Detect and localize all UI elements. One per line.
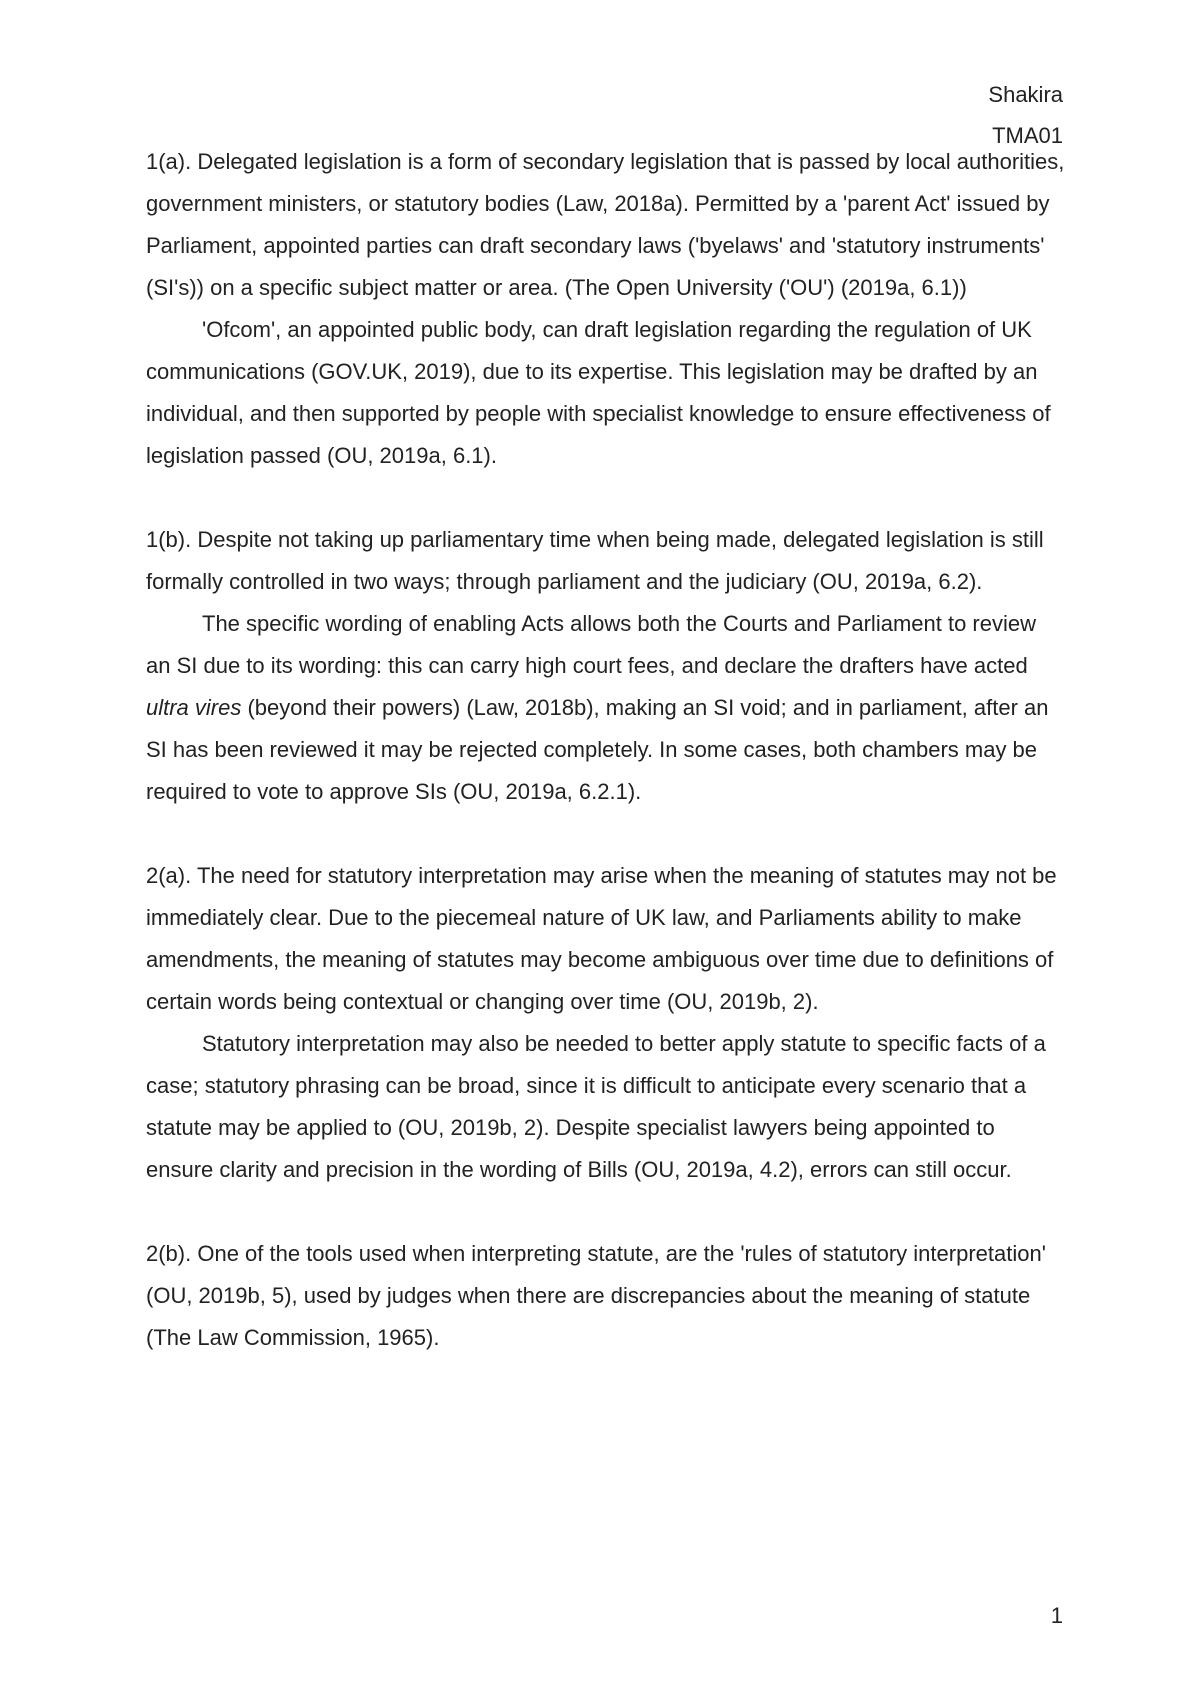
assignment-code: TMA01 [992,123,1063,148]
ultra-vires-term: ultra vires [146,695,242,720]
q1b-paragraph-1: 1(b). Despite not taking up parliamentary time when being made, delegated legislation is still formally controlled in two ways; through parliament and the judiciary (OU, 2019a, 6.2). [146,527,1044,594]
q1b-paragraph-2-text-b: (beyond their powers) (Law, 2018b), making an SI void; and in parliament, after an SI has been reviewed it may be rejected completely. In some cases, both chambers may be required to vote to approve SIs (OU, 2019a, 6.2.1). [146,695,1049,804]
q2a-paragraph-1: 2(a). The need for statutory interpretation may arise when the meaning of statutes may not be immediately clear. Due to the piecemeal nature of UK law, and Parliaments ability to make amendments, the meaning of statutes may become ambiguous over time due to definitions of certain words being contextual or changing over time (OU, 2019b, 2). [146,863,1057,1014]
q1b-paragraph-2-text-a: The specific wording of enabling Acts allows both the Courts and Parliament to review an SI due to its wording: this can carry high court fees, and declare the drafters have acted [146,611,1036,678]
document-body [146,141,1066,1359]
author-name: Shakira [988,82,1063,107]
q2a-paragraph-2: Statutory interpretation may also be needed to better apply statute to specific facts of a case; statutory phrasing can be broad, since it is difficult to anticipate every scenario that a statute may be applied to (OU, 2019b, 2). Despite specialist lawyers being appointed to ensure clarity and precision in the wording of Bills (OU, 2019a, 4.2), errors can still occur. [146,1031,1046,1182]
paragraph-spacer [146,1191,1066,1233]
paragraph-spacer [146,813,1066,855]
q1a-paragraph-1: 1(a). Delegated legislation is a form of secondary legislation that is passed by local authorities, government ministers, or statutory bodies (Law, 2018a). Permitted by a 'parent Act' issued by Parliament, appointed parties can draft secondary laws ('byelaws' and 'statutory instruments' (SI's)) on a specific subject matter or area. (The Open University ('OU') (2019a, 6.1)) [146,149,1065,300]
q1b-paragraph-2 [146,603,1066,813]
page-number: 1 [1050,1603,1063,1628]
paragraph-spacer [146,477,1066,519]
q2b-paragraph-1: 2(b). One of the tools used when interpreting statute, are the 'rules of statutory interpretation' (OU, 2019b, 5), used by judges when there are discrepancies about the meaning of statute (The Law Commission, 1965). [146,1241,1046,1350]
q1a-paragraph-2: 'Ofcom', an appointed public body, can draft legislation regarding the regulation of UK communications (GOV.UK, 2019), due to its expertise. This legislation may be drafted by an individual, and then supported by people with specialist knowledge to ensure effectiveness of legislation passed (OU, 2019a, 6.1). [146,317,1051,468]
